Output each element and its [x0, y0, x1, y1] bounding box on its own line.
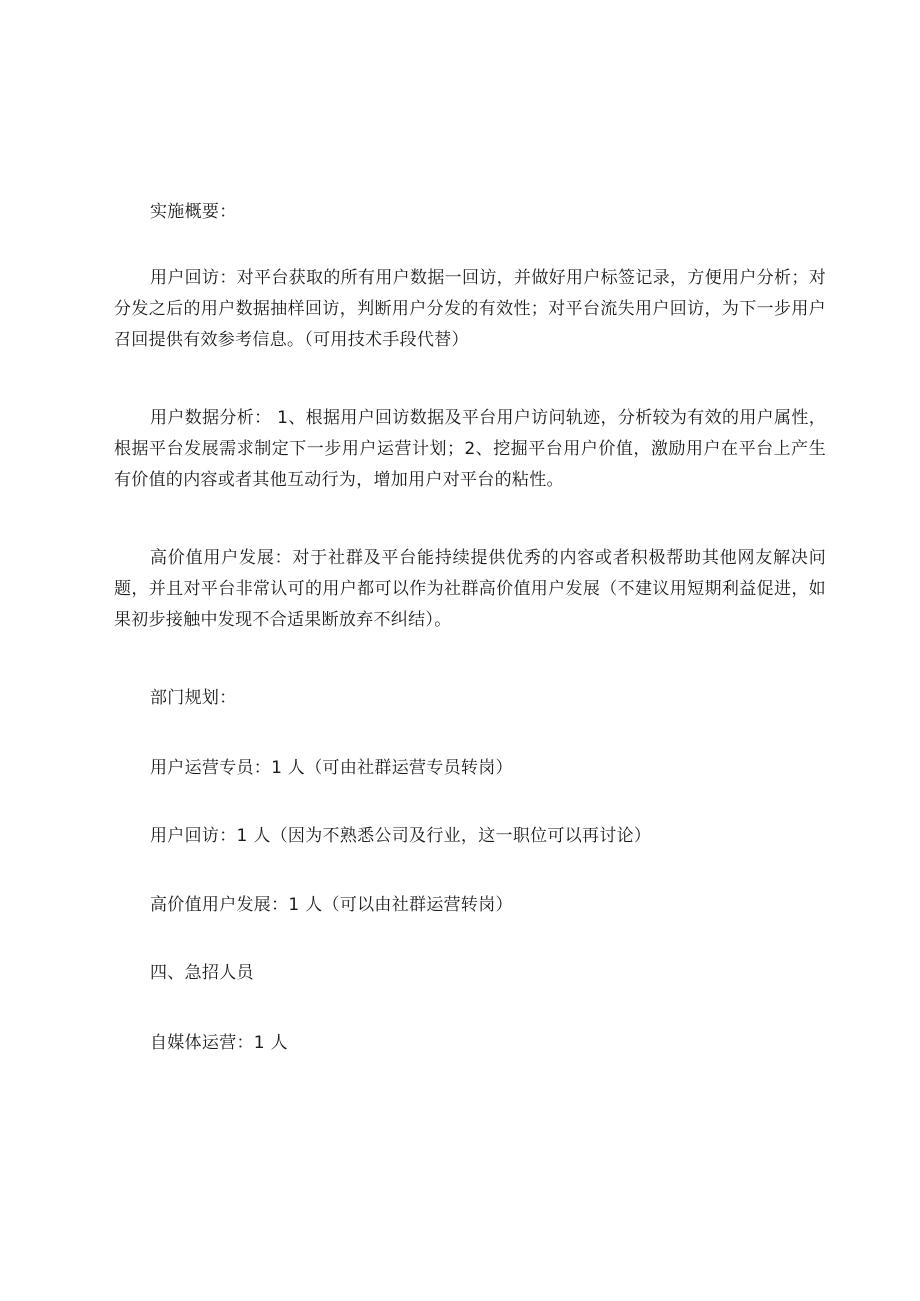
paragraph-user-data-analysis: 用户数据分析： 1、根据用户回访数据及平台用户访问轨迹，分析较为有效的用户属性，根据平台发展需求制定下一步用户运营计划；2、挖掘平台用户价值，激励用户在平台上产生有价值的内容或者其他互动行为，增加用户对平台的粘性。: [114, 408, 826, 490]
staff-line-high-value-users: 高价值用户发展：1 人（可以由社群运营转岗）: [150, 895, 513, 915]
staff-line-self-media: 自媒体运营：1 人: [150, 1033, 288, 1053]
staff-line-user-operations: 用户运营专员：1 人（可由社群运营专员转岗）: [150, 758, 513, 778]
staff-line-user-visit: 用户回访：1 人（因为不熟悉公司及行业，这一职位可以再讨论）: [150, 826, 652, 846]
section-heading-urgent-hiring: 四、急招人员: [150, 963, 254, 983]
section-heading-department-plan: 部门规划：: [150, 688, 237, 708]
paragraph-high-value-users: 高价值用户发展：对于社群及平台能持续提供优秀的内容或者积极帮助其他网友解决问题，并且对平台非常认可的用户都可以作为社群高价值用户发展（不建议用短期利益促进，如果初步接触中发现不合适果断放弃不纠结）。: [114, 548, 826, 630]
paragraph-user-visit: 用户回访：对平台获取的所有用户数据一回访，并做好用户标签记录，方便用户分析；对分发之后的用户数据抽样回访，判断用户分发的有效性；对平台流失用户回访，为下一步用户召回提供有效参考信息。（可用技术手段代替）: [114, 268, 826, 350]
section-heading-overview: 实施概要：: [150, 202, 237, 222]
